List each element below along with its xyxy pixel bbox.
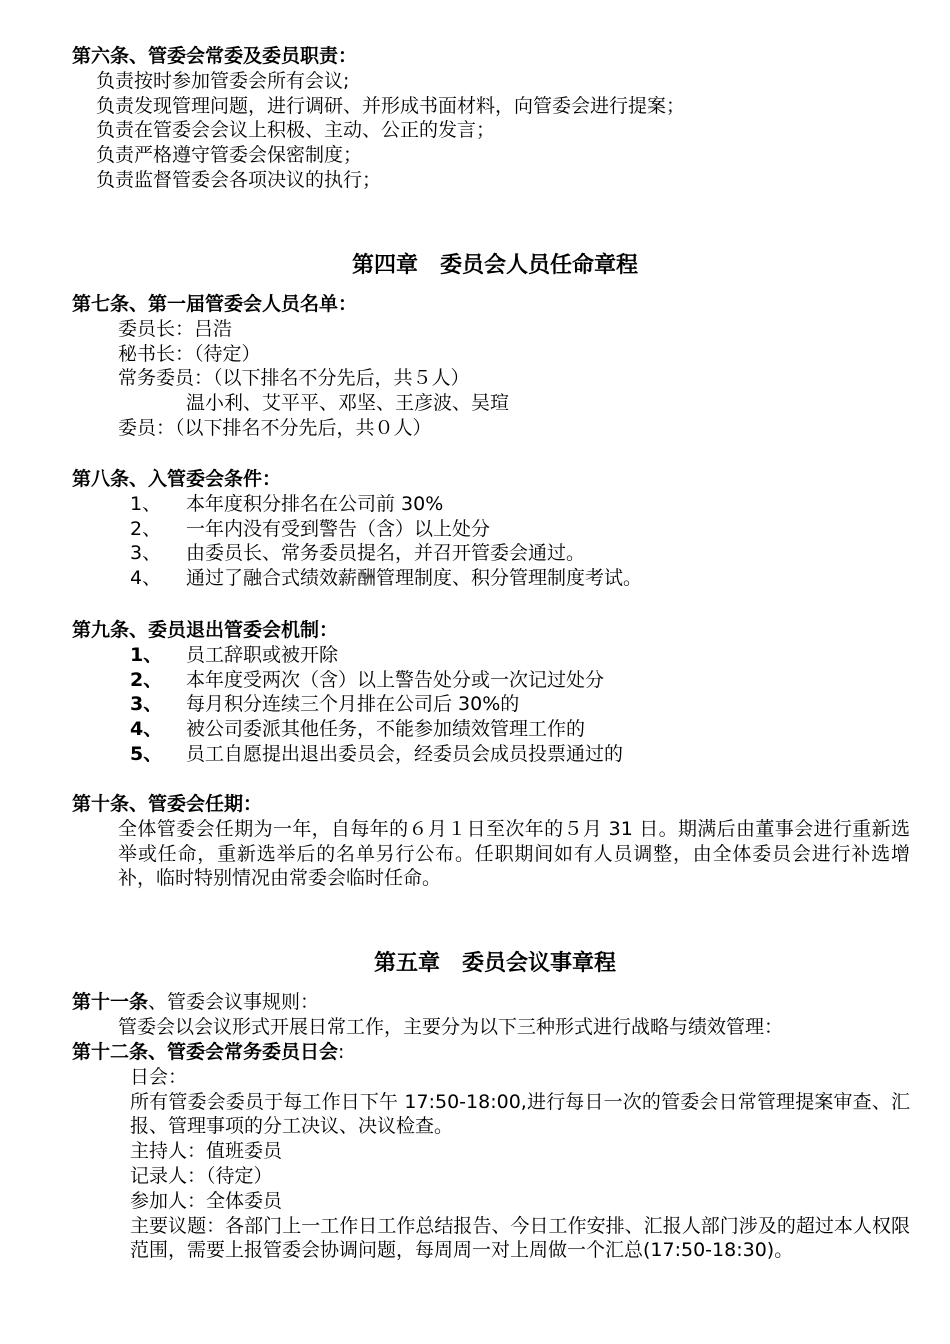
list-item [72,643,910,668]
list-item-number: 4、 [130,567,162,590]
article-11 [72,990,910,1040]
daily-meeting-description: 所有管委会委员于每工作日下午 17:50-18:00,进行每日一次的管委会日常管理提案审查、汇报、管理事项的分工决议、决议检查。 [130,1090,910,1138]
article-12-heading-label: 第十二条、管委会常务委员日会 [72,1041,339,1063]
list-item-number: 1、 [130,492,162,515]
attendees-line: 参加人：全体委员 [130,1189,283,1212]
list-item-number: 3、 [130,542,162,565]
secretary-line: 秘书长：（待定） [118,342,261,365]
article-10 [72,792,910,891]
article-8 [72,467,910,591]
article-6-line: 负责按时参加管委会所有会议; [96,69,350,92]
chapter-4-title: 第四章 委员会人员任命章程 [351,253,638,278]
article-11-heading-rest: 、管委会议事规则： [148,991,320,1013]
list-item-text: 被公司委派其他任务，不能参加绩效管理工作的 [186,718,586,741]
recorder-line: 记录人：（待定） [130,1164,273,1187]
list-item-number: 3、 [130,693,163,716]
list-item-number: 4、 [130,718,163,741]
host-line: 主持人：值班委员 [130,1140,283,1163]
article-10-body: 全体管委会任期为一年，自每年的６月１日至次年的５月 31 日。期满后由董事会进行重新选举或任命，重新选举后的名单另行公布。任职期间如有人员调整，由全体委员会进行补选增补，临时特别情况由常委会临时任命。 [118,817,910,890]
article-12-heading-rest: : [338,1041,345,1063]
list-item [72,668,910,693]
list-item-number: 2、 [130,668,163,691]
list-item-text: 由委员长、常务委员提名，并召开管委会通过。 [186,542,586,565]
topics-paragraph: 主要议题：各部门上一工作日工作总结报告、今日工作安排、汇报人部门涉及的超过本人权限范围，需要上报管委会协调问题，每周周一对上周做一个汇总(17:50-18:30)。 [130,1214,910,1262]
article-8-heading: 第八条、入管委会条件： [72,468,282,490]
article-6-line: 负责发现管理问题，进行调研、并形成书面材料，向管委会进行提案； [96,94,686,117]
article-6-line: 负责在管委会会议上积极、主动、公正的发言； [96,119,496,142]
list-item-text: 通过了融合式绩效薪酬管理制度、积分管理制度考试。 [186,567,643,590]
standing-members-names: 温小利、艾平平、邓坚、王彦波、吴瑄 [186,392,510,415]
article-6 [72,44,910,193]
list-item [72,492,910,517]
article-6-heading: 第六条、管委会常委及委员职责： [72,45,358,67]
article-6-line: 负责严格遵守管委会保密制度； [96,144,363,167]
list-item [72,517,910,542]
list-item-text: 本年度积分排名在公司前 30% [186,492,444,515]
article-7 [72,292,910,441]
list-item [72,717,910,742]
list-item-number: 5、 [130,742,163,765]
list-item-text: 员工辞职或被开除 [186,643,339,666]
article-12-heading [72,1040,910,1065]
article-11-heading [72,990,910,1015]
article-6-line: 负责监督管委会各项决议的执行； [96,168,382,191]
daily-meeting-subheading: 日会： [130,1065,188,1088]
members-line: 委员：（以下排名不分先后，共０人） [118,416,432,439]
article-11-body: 管委会以会议形式开展日常工作，主要分为以下三种形式进行战略与绩效管理： [118,1015,784,1038]
article-7-heading: 第七条、第一届管委会人员名单： [72,293,358,315]
list-item-number: 2、 [130,517,162,540]
list-item-text: 本年度受两次（含）以上警告处分或一次记过处分 [186,668,605,691]
standing-members-line: 常务委员：（以下排名不分先后，共５人） [118,367,470,390]
list-item [72,692,910,717]
chair-line: 委员长：吕浩 [118,317,233,340]
article-11-heading-label: 第十一条 [72,991,149,1013]
list-item [72,566,910,591]
list-item [72,742,910,767]
list-item-text: 每月积分连续三个月排在公司后 30%的 [186,693,520,716]
article-12 [72,1040,910,1263]
list-item-text: 一年内没有受到警告（含）以上处分 [186,517,491,540]
article-9 [72,618,910,767]
list-item [72,541,910,566]
article-9-heading: 第九条、委员退出管委会机制： [72,619,339,641]
list-item-number: 1、 [130,643,163,666]
chapter-5-title: 第五章 委员会议事章程 [373,951,616,976]
list-item-text: 员工自愿提出退出委员会，经委员会成员投票通过的 [186,742,624,765]
article-10-heading: 第十条、管委会任期： [72,793,263,815]
